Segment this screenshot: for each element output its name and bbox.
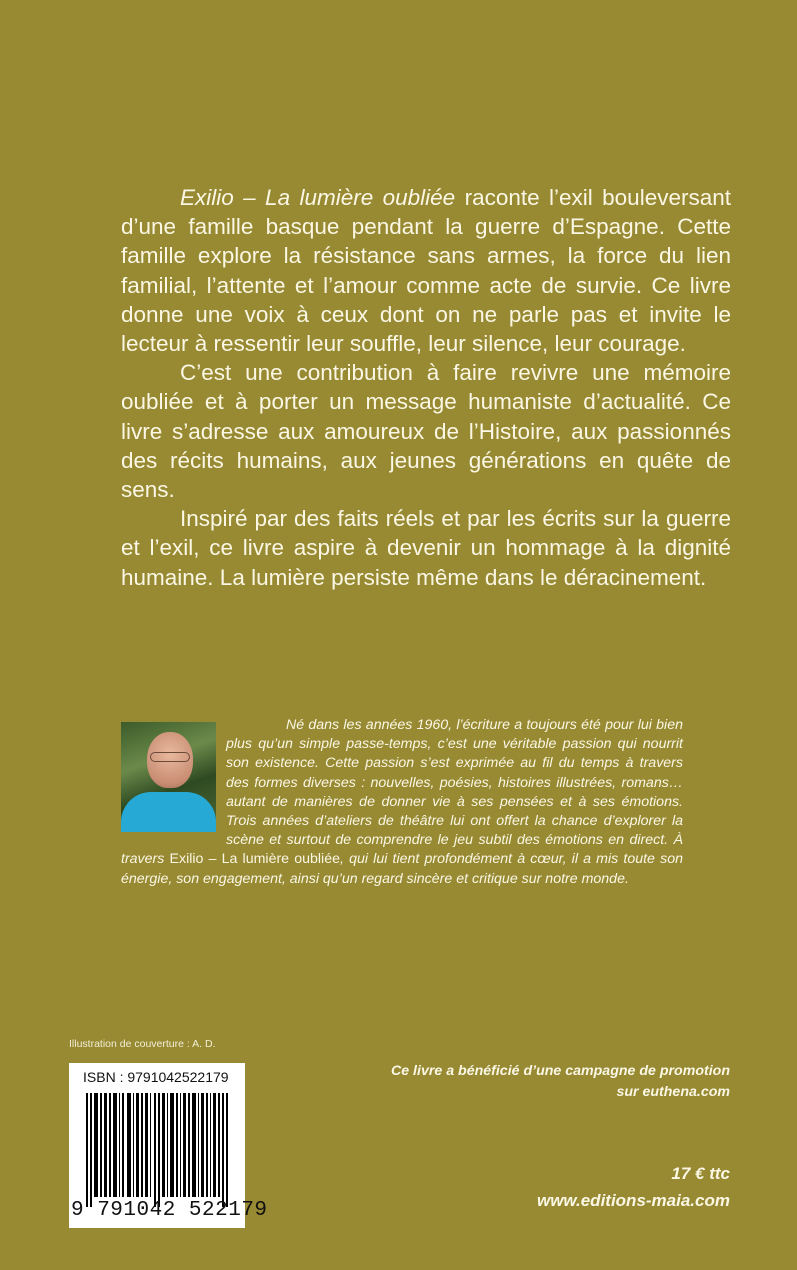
publisher-website: www.editions-maia.com bbox=[536, 1191, 730, 1210]
blurb-paragraph-2: C’est une contribution à faire revivre une mémoire oubliée et à porter un message humaniste d’actualité. Ce livre s’adresse aux amoureux de l’Histoire, aux passionnés des récits humains, aux jeunes générations en quête de sens. bbox=[121, 360, 731, 503]
promotion-notice: Ce livre a bénéficié d’une campagne de promotion sur euthena.com bbox=[390, 1063, 730, 1100]
price-block bbox=[430, 1160, 730, 1214]
barcode-digits: 9 791042 522179 bbox=[71, 1199, 268, 1222]
blurb-paragraph-1: Exilio – La lumière oubliée raconte l’exil bouleversant d’une famille basque pendant la guerre d’Espagne. Cette famille explore la résistance sans armes, la force du lien familial, l’attente et l’amour comme acte de survie. Ce livre donne une voix à ceux dont on ne parle pas et invite le lecteur à ressentir leur souffle, leur silence, leur courage. bbox=[121, 185, 731, 357]
back-cover-blurb bbox=[121, 183, 731, 592]
isbn-label: ISBN : 9791042522179 bbox=[83, 1069, 229, 1085]
bio-text-part1: Né dans les années 1960, l’écriture a toujours été pour lui bien plus qu’un simple passe-temps, c’est une véritable passion qui nourrit son existence. Cette passion s’est exprimée au fil du temps à travers des formes diverses : nouvelles, poésies, histoires illustrées, romans… autant de manières de donner vie à ses pensées et à ses émotions. Trois années d’ateliers de théâtre lui ont offert la chance d’explorer la scène et surtout de comprendre le jeu subtil des émotions en direct. À travers bbox=[121, 717, 683, 868]
price: 17 € ttc bbox=[671, 1164, 730, 1183]
illustration-credit: Illustration de couverture : A. D. bbox=[69, 1038, 216, 1050]
blurb-paragraph-3: Inspiré par des faits réels et par les écrits sur la guerre et l’exil, ce livre aspire à devenir un hommage à la dignité humaine. La lumière persiste même dans le déracinement. bbox=[121, 506, 731, 590]
author-bio bbox=[121, 716, 683, 889]
book-title: Exilio – La lumière oubliée bbox=[180, 185, 456, 210]
bio-text-part2: , qui lui tient profondément à cœur, il a mis toute son énergie, son engagement, ainsi qu’un regard sincère et critique sur notre monde. bbox=[121, 851, 683, 887]
isbn-barcode-box bbox=[69, 1063, 268, 1228]
bio-book-title: Exilio – La lumière oubliée bbox=[169, 851, 340, 868]
author-photo bbox=[121, 722, 216, 832]
